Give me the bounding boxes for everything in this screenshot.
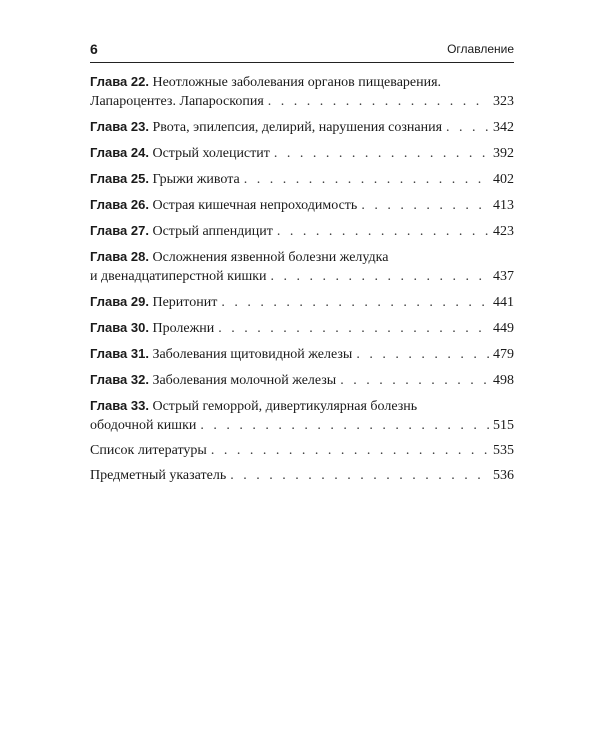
dot-leader	[356, 345, 489, 364]
chapter-label: Глава 31.	[90, 346, 149, 361]
page-number-ref: 392	[493, 146, 514, 161]
dot-leader	[271, 267, 489, 286]
toc-entry-text	[90, 370, 336, 390]
toc-entry-leader-line	[90, 92, 514, 111]
chapter-title: Рвота, эпилепсия, делирий, нарушения сознания	[152, 120, 443, 135]
page-number-ref: 413	[493, 198, 514, 213]
chapter-label: Глава 23.	[90, 119, 149, 134]
dot-leader	[200, 416, 489, 435]
dot-leader	[446, 118, 489, 137]
toc-entry	[90, 117, 514, 137]
toc-entry-leader-line	[90, 344, 514, 364]
chapter-title: Неотложные заболевания органов пищеварения.	[152, 75, 442, 90]
dot-leader	[221, 293, 489, 312]
toc-entry-leader-line	[90, 441, 514, 460]
chapter-label: Глава 32.	[90, 372, 149, 387]
page-header	[90, 38, 514, 63]
chapter-label: Глава 30.	[90, 320, 149, 335]
page-number: 6	[90, 41, 98, 57]
toc-entry-text	[90, 466, 226, 485]
toc-entry-text	[90, 169, 240, 189]
toc-entry-text	[90, 416, 196, 435]
toc-entry-text	[90, 318, 214, 338]
dot-leader	[211, 441, 489, 460]
toc-entry-text	[90, 195, 357, 215]
page-number-ref: 402	[493, 172, 514, 187]
toc-entry	[90, 370, 514, 390]
chapter-label: Глава 28.	[90, 249, 149, 264]
toc-entry-leader-line	[90, 195, 514, 215]
toc-entry-text	[90, 117, 442, 137]
chapter-title: Пролежни	[152, 321, 215, 336]
toc-entry-text	[90, 267, 267, 286]
toc-entry-text	[90, 250, 388, 265]
toc-entry-text	[90, 292, 217, 312]
toc-entry-leader-line	[90, 292, 514, 312]
chapter-title: Грыжи живота	[152, 172, 240, 187]
toc-entry	[90, 318, 514, 338]
toc-entry-leader-line	[90, 143, 514, 163]
toc-entry	[90, 72, 514, 111]
toc-entry-leader-line	[90, 117, 514, 137]
dot-leader	[340, 371, 489, 390]
toc-entry	[90, 344, 514, 364]
toc-entry-text	[90, 344, 352, 364]
chapter-title: Перитонит	[152, 295, 218, 310]
toc-entry-leader-line	[90, 416, 514, 435]
chapter-title: Лапароцентез. Лапароскопия	[90, 94, 264, 109]
chapter-title: ободочной кишки	[90, 418, 197, 433]
toc-entry-leader-line	[90, 267, 514, 286]
toc-entry-title-line	[90, 72, 514, 92]
toc-entry	[90, 195, 514, 215]
dot-leader	[244, 170, 489, 189]
chapter-title: Острый геморрой, дивертикулярная болезнь	[152, 399, 418, 414]
toc-entry	[90, 143, 514, 163]
chapter-title: Острый аппендицит	[152, 224, 273, 239]
toc-entry-leader-line	[90, 169, 514, 189]
dot-leader	[230, 466, 489, 485]
toc-entry-leader-line	[90, 370, 514, 390]
chapter-label: Глава 33.	[90, 398, 149, 413]
page-number-ref: 437	[493, 269, 514, 284]
toc-entry-text	[90, 75, 441, 90]
page-number-ref: 536	[493, 468, 514, 483]
dot-leader	[361, 196, 489, 215]
toc-entry	[90, 466, 514, 485]
chapter-title: Осложнения язвенной болезни желудка	[152, 250, 389, 265]
chapter-title: Острый холецистит	[152, 146, 270, 161]
page-number-ref: 515	[493, 418, 514, 433]
toc-entry	[90, 247, 514, 286]
page-number-ref: 479	[493, 347, 514, 362]
dot-leader	[274, 144, 489, 163]
page-number-ref: 498	[493, 373, 514, 388]
chapter-label: Глава 25.	[90, 171, 149, 186]
page-number-ref: 342	[493, 120, 514, 135]
toc-entry	[90, 221, 514, 241]
chapter-title: и двенадцатиперстной кишки	[90, 269, 267, 284]
toc-entry-text	[90, 221, 273, 241]
page-number-ref: 323	[493, 94, 514, 109]
toc-entry-title-line	[90, 247, 514, 267]
page-number-ref: 535	[493, 443, 514, 458]
chapter-title: Заболевания молочной железы	[152, 373, 337, 388]
toc-entry-leader-line	[90, 318, 514, 338]
running-title: Оглавление	[447, 42, 514, 56]
table-of-contents	[90, 72, 514, 491]
toc-entry	[90, 396, 514, 435]
chapter-title: Список литературы	[90, 443, 207, 458]
dot-leader	[218, 319, 489, 338]
chapter-label: Глава 26.	[90, 197, 149, 212]
toc-entry	[90, 441, 514, 460]
page-number-ref: 449	[493, 321, 514, 336]
chapter-title: Заболевания щитовидной железы	[152, 347, 353, 362]
dot-leader	[277, 222, 489, 241]
dot-leader	[268, 92, 489, 111]
chapter-title: Острая кишечная непроходимость	[152, 198, 358, 213]
toc-entry	[90, 292, 514, 312]
chapter-label: Глава 27.	[90, 223, 149, 238]
toc-entry-text	[90, 441, 207, 460]
chapter-label: Глава 24.	[90, 145, 149, 160]
chapter-title: Предметный указатель	[90, 468, 227, 483]
toc-entry-title-line	[90, 396, 514, 416]
chapter-label: Глава 22.	[90, 74, 149, 89]
chapter-label: Глава 29.	[90, 294, 149, 309]
page-number-ref: 423	[493, 224, 514, 239]
page-number-ref: 441	[493, 295, 514, 310]
toc-entry-leader-line	[90, 466, 514, 485]
toc-entry-leader-line	[90, 221, 514, 241]
toc-entry-text	[90, 92, 264, 111]
toc-entry-text	[90, 399, 417, 414]
toc-entry	[90, 169, 514, 189]
toc-entry-text	[90, 143, 270, 163]
